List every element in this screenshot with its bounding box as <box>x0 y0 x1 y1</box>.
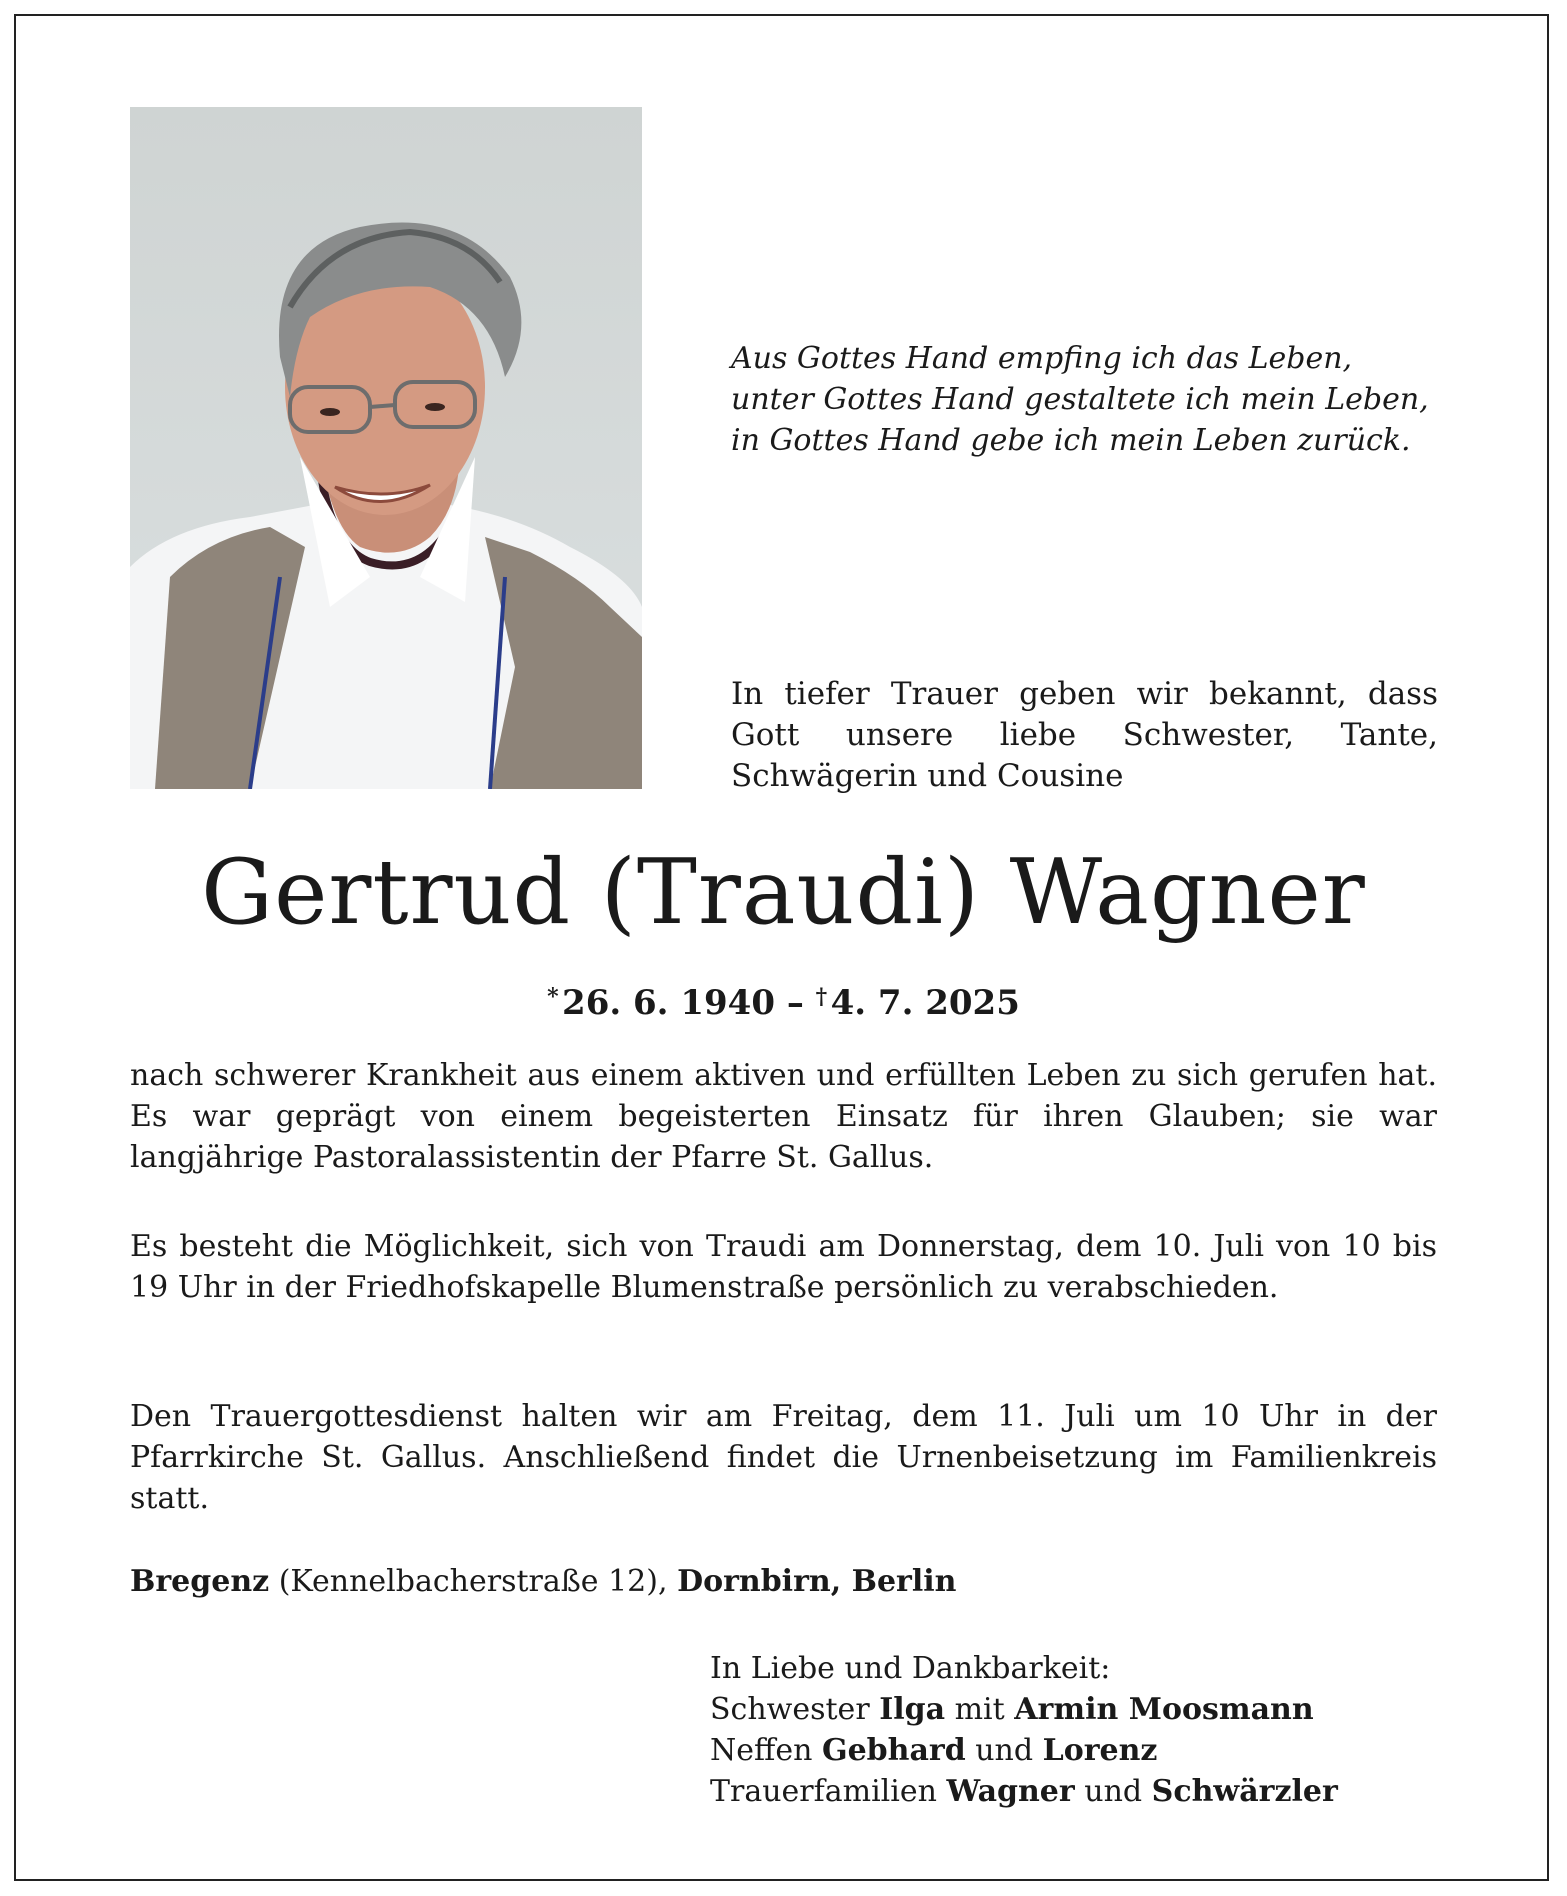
motto-line: unter Gottes Hand gestaltete ich mein Leben, <box>731 382 1429 417</box>
signoff-line <box>710 1689 1338 1730</box>
relative-name: Schwärzler <box>1151 1774 1338 1809</box>
motto-quote <box>731 338 1429 461</box>
portrait-photo <box>130 107 642 789</box>
joiner-word: mit <box>954 1692 1005 1727</box>
deceased-name: Gertrud (Traudi) Wagner <box>201 840 1366 945</box>
signoff-heading: In Liebe und Dankbarkeit: <box>710 1651 1111 1686</box>
body-paragraph: nach schwerer Krankheit aus einem aktiven und erfüllten Leben zu sich gerufen hat. Es war geprägt von einem begeisterten Einsatz für ihren Glauben; sie war langjährige Pastoralassistentin der Pfarre St. Gallus. <box>130 1058 1437 1175</box>
place-address: (Kennelbacherstraße 12), <box>278 1564 668 1599</box>
signoff-line <box>710 1771 1338 1812</box>
death-date: 4. 7. 2025 <box>830 983 1020 1023</box>
date-separator: – <box>786 983 804 1023</box>
signoff-block <box>710 1648 1338 1812</box>
portrait-illustration <box>130 107 642 789</box>
relative-name: Armin Moosmann <box>1014 1692 1314 1727</box>
signoff-line <box>710 1730 1338 1771</box>
motto-line: in Gottes Hand gebe ich mein Leben zurück. <box>731 423 1411 458</box>
places-line <box>130 1561 956 1602</box>
birth-symbol: * <box>547 984 559 1010</box>
birth-date: 26. 6. 1940 <box>562 983 775 1023</box>
place-city: Bregenz <box>130 1564 270 1599</box>
announcement-intro: In tiefer Trauer geben wir bekannt, dass Gott unsere liebe Schwester, Tante, Schwägerin und Cousine <box>731 676 1438 794</box>
relative-name: Gebhard <box>821 1733 966 1768</box>
motto-line: Aus Gottes Hand empfing ich das Leben, <box>731 341 1353 376</box>
relation-label: Neffen <box>710 1733 813 1768</box>
joiner-word: und <box>1084 1774 1143 1809</box>
relation-label: Trauerfamilien <box>710 1774 937 1809</box>
body-paragraph: Den Trauergottesdienst halten wir am Freitag, dem 11. Juli um 10 Uhr in der Pfarrkirche St. Gallus. Anschließend findet die Urnenbeisetzung im Familienkreis statt. <box>130 1399 1437 1516</box>
relative-name: Wagner <box>946 1774 1075 1809</box>
relative-name: Ilga <box>879 1692 946 1727</box>
relation-label: Schwester <box>710 1692 870 1727</box>
relative-name: Lorenz <box>1042 1733 1158 1768</box>
life-dates <box>0 975 1567 1025</box>
body-paragraph: Es besteht die Möglichkeit, sich von Traudi am Donnerstag, dem 10. Juli von 10 bis 19 Uhr in der Friedhofskapelle Blumenstraße persönlich zu verabschieden. <box>130 1229 1437 1305</box>
death-symbol: † <box>815 984 828 1010</box>
joiner-word: und <box>975 1733 1034 1768</box>
place-cities: Dornbirn, Berlin <box>677 1564 957 1599</box>
